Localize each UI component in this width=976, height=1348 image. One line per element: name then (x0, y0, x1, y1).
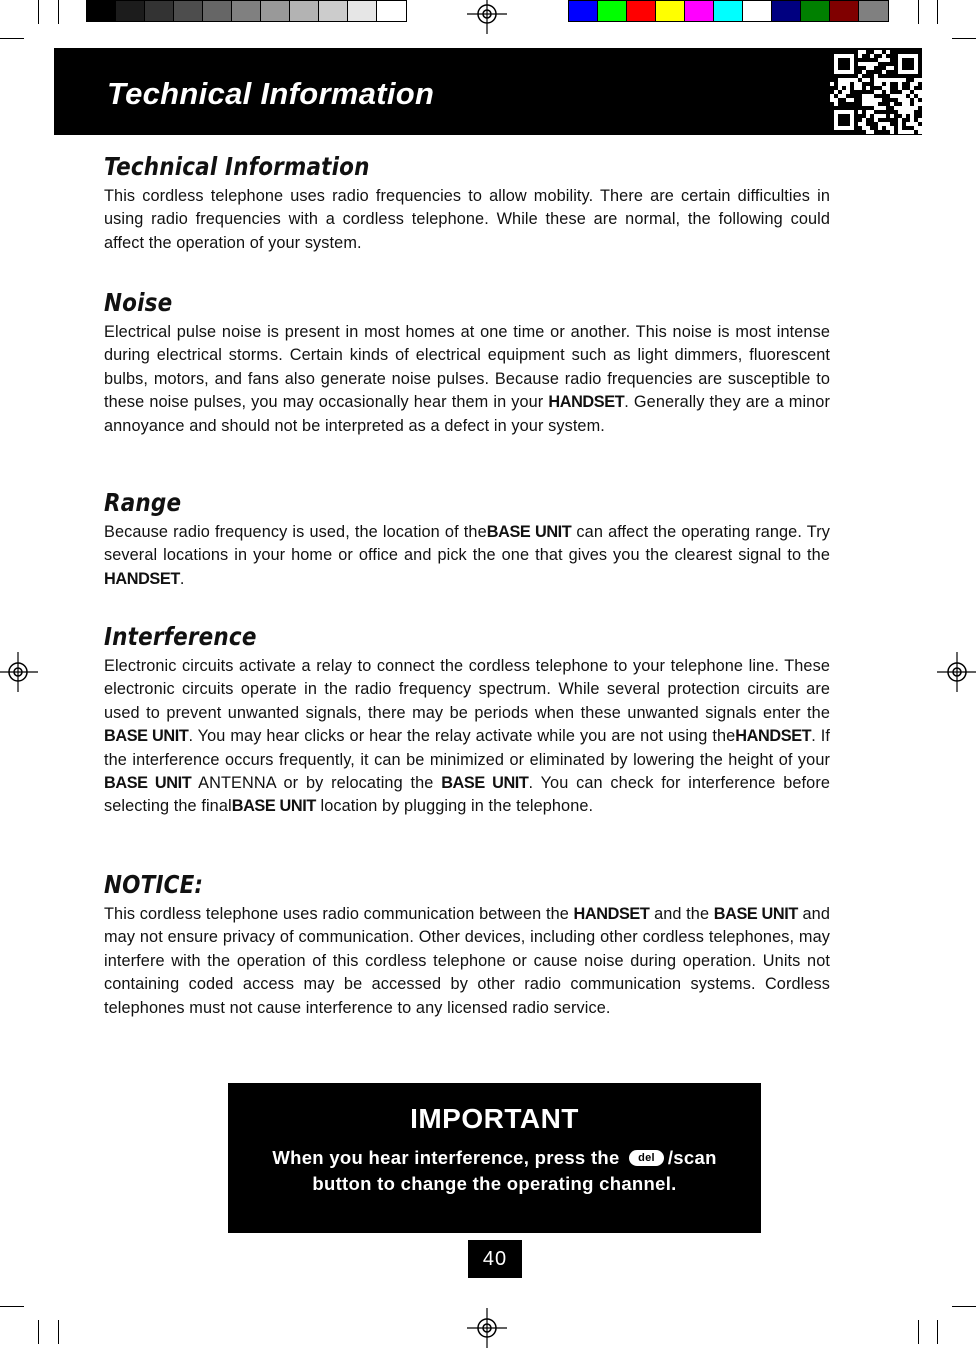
text-run: This cordless telephone uses radio communication between the (104, 905, 574, 923)
section-technical-information (104, 152, 830, 255)
text-run: . Generally they are a minor annoyance and should not be interpreted as a defect in your system. (104, 393, 830, 435)
color-swatch (801, 1, 830, 21)
text-run: . You may hear clicks or hear the relay activate while you are not using the (188, 727, 736, 746)
bold-term: BASE UNIT (104, 727, 189, 746)
section-body (104, 521, 830, 591)
color-swatch (348, 1, 377, 21)
registration-mark-top-icon (467, 0, 507, 34)
text-run: . If the interference occurs frequently, it can be minimized or eliminated by lowering the height of your (104, 727, 830, 769)
color-swatch (714, 1, 743, 21)
section-heading: Noise (104, 288, 173, 317)
color-swatch (203, 1, 232, 21)
important-notice-box (228, 1083, 761, 1233)
section-range (104, 488, 830, 591)
section-notice (104, 870, 830, 1020)
grayscale-calibration-strip (86, 0, 407, 22)
color-swatch (859, 1, 888, 21)
important-line-2: button to change the operating channel. (312, 1173, 677, 1194)
color-swatch (598, 1, 627, 21)
bold-term: HANDSET (548, 393, 625, 412)
text-run: can affect the operating range. Try several locations in your home or office and pick the one that gives you the clearest signal to the (104, 523, 830, 565)
del-button-icon: del (629, 1150, 664, 1166)
color-swatch (261, 1, 290, 21)
color-swatch (569, 1, 598, 21)
page-header-band (54, 48, 922, 135)
page-header-title: Technical Information (107, 76, 435, 111)
text-run: . (179, 569, 185, 588)
bold-term: BASE UNIT (104, 774, 192, 793)
color-swatch (377, 1, 406, 21)
bold-term: HANDSET (735, 727, 812, 746)
text-run: Electrical pulse noise is present in most homes at one time or another. This noise is most intense during electrical storms. Certain kinds of electrical equipment such as light dimmers, fluorescent bulbs, motors, and fans also generate noise pulses. Because radio frequencies are susceptible to these noise pulses, you may occasionally hear them in your (104, 323, 830, 412)
color-swatch (772, 1, 801, 21)
bold-term: HANDSET (573, 905, 650, 923)
section-heading: Range (104, 488, 182, 517)
qr-code-icon (830, 50, 922, 134)
section-body (104, 321, 830, 438)
color-calibration-strip (568, 0, 889, 22)
bold-term: BASE UNIT (713, 905, 798, 923)
color-swatch (830, 1, 859, 21)
color-swatch (290, 1, 319, 21)
text-run: ANTENNA or by relocating the (191, 774, 442, 793)
section-heading: NOTICE: (104, 870, 204, 899)
section-interference (104, 622, 830, 819)
important-line-1 (228, 1147, 761, 1169)
registration-mark-bottom-icon (467, 1308, 507, 1348)
text-run: . You can check for interference before selecting the final (104, 774, 830, 816)
bold-term: HANDSET (104, 569, 180, 588)
section-body (104, 903, 830, 1020)
bold-term: BASE UNIT (231, 797, 316, 816)
color-swatch (685, 1, 714, 21)
registration-mark-right-icon (937, 652, 976, 692)
section-noise (104, 288, 830, 438)
section-body (104, 185, 830, 255)
bold-term: BASE UNIT (441, 774, 529, 793)
text-run: This cordless telephone uses radio frequencies to allow mobility. There are certain difficulties in using radio frequencies with a cordless telephone. While these are normal, the following could affect the operation of your system. (104, 187, 830, 252)
important-line-1-suffix: /scan (667, 1147, 717, 1168)
color-swatch (145, 1, 174, 21)
color-swatch (743, 1, 772, 21)
color-swatch (87, 1, 116, 21)
text-run: Electronic circuits activate a relay to connect the cordless telephone to your telephone line. These electronic circuits operate in the radio frequency spectrum. While several protection circuits are used to prevent unwanted signals, there may be periods when these unwanted signals enter the (104, 657, 830, 722)
color-swatch (319, 1, 348, 21)
color-swatch (116, 1, 145, 21)
color-swatch (656, 1, 685, 21)
important-line-1-text: When you hear interference, press the (272, 1147, 620, 1168)
section-body (104, 655, 830, 819)
color-swatch (174, 1, 203, 21)
section-heading: Interference (104, 622, 257, 651)
color-swatch (627, 1, 656, 21)
text-run: and the (649, 905, 714, 923)
color-swatch (232, 1, 261, 21)
text-run: and may not ensure privacy of communication. Other devices, including other cordless telephones, may interfere with the operation of this cordless telephone or cause noise during operation. Units not containing coded access may be accessed by other radio communication systems. Cordless telephones must not cause interference to any licensed radio service. (104, 905, 830, 1017)
bold-term: BASE UNIT (486, 523, 572, 541)
section-heading: Technical Information (104, 152, 370, 181)
registration-mark-left-icon (0, 652, 38, 692)
page-number: 40 (468, 1240, 522, 1278)
text-run: location by plugging in the telephone. (315, 797, 594, 816)
important-title: IMPORTANT (410, 1103, 579, 1134)
text-run: Because radio frequency is used, the location of the (104, 523, 487, 541)
